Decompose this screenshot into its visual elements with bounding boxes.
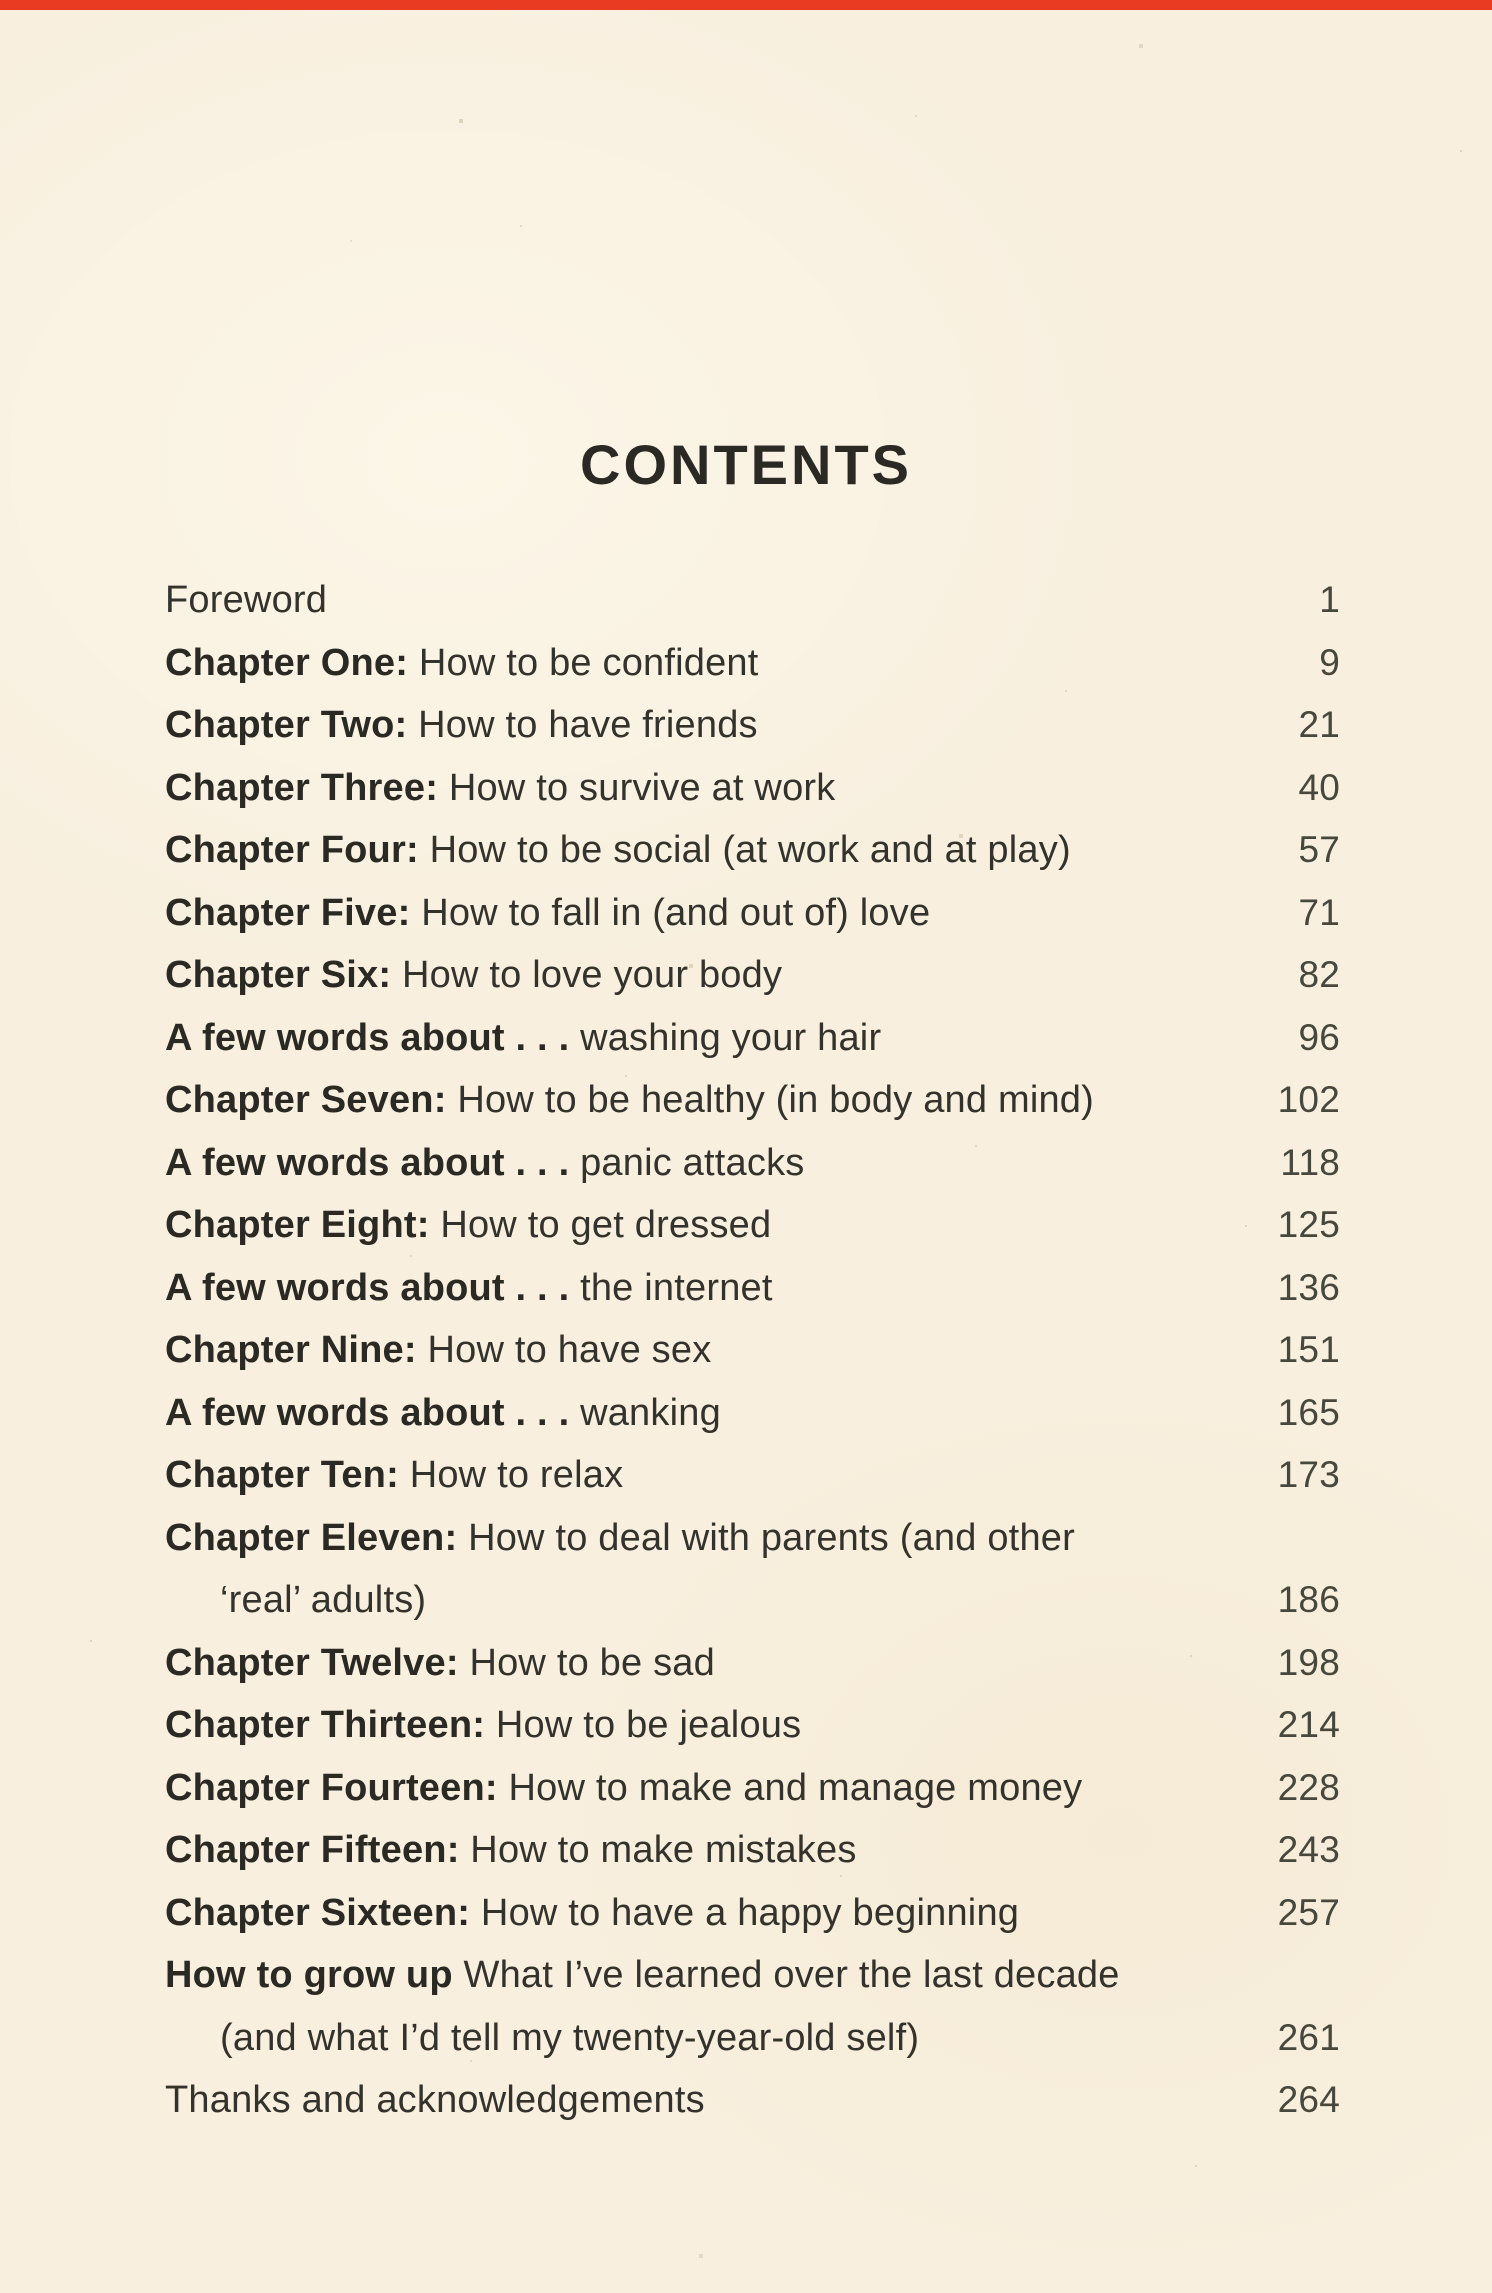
toc-row xyxy=(165,1576,1340,1639)
toc-page-number: 21 xyxy=(1298,704,1340,745)
toc-page-number: 102 xyxy=(1277,1079,1340,1120)
toc-entry-regular-text: How to relax xyxy=(398,1454,624,1496)
toc-page-number: 136 xyxy=(1277,1266,1340,1308)
toc-row xyxy=(165,2076,1340,2139)
toc-row xyxy=(165,1389,1340,1452)
toc-entry-regular-text: How to fall in (and out of) love xyxy=(410,891,931,934)
toc-row xyxy=(165,1201,1340,1264)
toc-page-number: 243 xyxy=(1277,1829,1340,1870)
toc-row xyxy=(165,1076,1340,1139)
toc-entry-bold-text: Chapter Thirteen: xyxy=(165,1704,486,1746)
toc-row xyxy=(165,951,1340,1014)
toc-entry-label xyxy=(165,1889,1240,1937)
toc-entry-label xyxy=(165,1076,1240,1124)
toc-entry-regular-text: How to deal with parents (and other xyxy=(457,1516,1075,1559)
toc-entry-regular-text: panic attacks xyxy=(569,1141,805,1184)
toc-row xyxy=(165,1889,1340,1952)
toc-row xyxy=(165,764,1340,827)
toc-page-number: 57 xyxy=(1298,829,1340,870)
toc-page-number: 198 xyxy=(1277,1641,1340,1683)
toc-entry-bold-text: How to grow up xyxy=(165,1954,453,1996)
toc-row xyxy=(165,1639,1340,1702)
toc-entry-label xyxy=(165,1201,1240,1249)
toc-row xyxy=(165,1451,1340,1514)
toc-entry-regular-text: What I’ve learned over the last decade xyxy=(452,1954,1120,1996)
toc-page-number: 165 xyxy=(1277,1391,1340,1433)
toc-entry-label xyxy=(165,1389,1240,1437)
toc-entry-regular-text: How to have friends xyxy=(407,704,758,746)
toc-entry-regular-text: How to get dressed xyxy=(429,1204,772,1246)
toc-entry-bold-text: Chapter Three: xyxy=(165,766,439,809)
toc-entry-regular-text: How to love your body xyxy=(391,954,783,996)
toc-entry-regular-text: How to be sad xyxy=(458,1641,715,1684)
toc-row xyxy=(165,1014,1340,1077)
toc-entry-bold-text: Chapter One: xyxy=(165,641,409,684)
toc-row xyxy=(165,1764,1340,1827)
toc-entry-regular-text: How to survive at work xyxy=(438,766,836,809)
toc-row xyxy=(165,1264,1340,1327)
toc-entry-bold-text: Chapter Four: xyxy=(165,829,419,871)
toc-page-number: 71 xyxy=(1298,891,1340,933)
toc-entry-bold-text: A few words about . . . xyxy=(165,1141,570,1184)
toc-entry-regular-text: How to be healthy (in body and mind) xyxy=(446,1079,1094,1121)
toc-page-number: 186 xyxy=(1277,1579,1340,1620)
toc-entry-label xyxy=(165,1639,1240,1687)
toc-row xyxy=(165,701,1340,764)
toc-entry-bold-text: A few words about . . . xyxy=(165,1391,570,1434)
toc-entry-regular-text: ‘real’ adults) xyxy=(220,1579,427,1621)
toc-entry-bold-text: Chapter Ten: xyxy=(165,1454,399,1496)
toc-entry-label xyxy=(165,1014,1240,1062)
toc-page-number: 264 xyxy=(1277,2079,1340,2120)
toc-entry-label xyxy=(165,1701,1240,1749)
toc-entry-regular-text: How to be jealous xyxy=(485,1704,802,1746)
toc-entry-label xyxy=(165,1764,1240,1812)
toc-entry-regular-text: How to be social (at work and at play) xyxy=(418,829,1071,871)
toc-entry-label xyxy=(165,1514,1240,1562)
toc-row xyxy=(165,1701,1340,1764)
toc-page-number: 1 xyxy=(1319,579,1340,620)
toc-entry-bold-text: Chapter Twelve: xyxy=(165,1641,459,1684)
toc-entry-regular-text: How to have sex xyxy=(416,1329,712,1371)
toc-page-number: 118 xyxy=(1280,1141,1340,1183)
toc-row xyxy=(165,576,1340,639)
toc-page-number: 82 xyxy=(1298,954,1340,995)
toc-entry-regular-text: the internet xyxy=(569,1266,773,1309)
toc-entry-label xyxy=(165,576,1240,624)
toc-entry-label xyxy=(165,701,1240,749)
toc-page-number: 214 xyxy=(1277,1704,1340,1745)
toc-entry-regular-text: How to be confident xyxy=(408,641,759,684)
toc-entry-label xyxy=(165,1451,1240,1499)
table-of-contents xyxy=(165,576,1340,2139)
toc-entry-label xyxy=(165,951,1240,999)
toc-entry-bold-text: Chapter Fourteen: xyxy=(165,1766,498,1809)
toc-entry-regular-text: (and what I’d tell my twenty-year-old self) xyxy=(220,2016,920,2059)
toc-page-number: 257 xyxy=(1277,1891,1340,1933)
toc-entry-regular-text: How to make mistakes xyxy=(459,1829,857,1871)
toc-entry-regular-text: Thanks and acknowledgements xyxy=(165,2079,705,2121)
toc-row xyxy=(165,826,1340,889)
toc-entry-label xyxy=(165,1139,1240,1187)
toc-entry-bold-text: Chapter Eleven: xyxy=(165,1516,458,1559)
toc-entry-regular-text: washing your hair xyxy=(569,1016,882,1059)
toc-entry-bold-text: A few words about . . . xyxy=(165,1016,570,1059)
toc-row xyxy=(165,639,1340,702)
toc-row xyxy=(165,1951,1340,2014)
cover-edge-stripe xyxy=(0,0,1492,10)
toc-row xyxy=(165,1326,1340,1389)
toc-page-number: 125 xyxy=(1277,1204,1340,1245)
toc-entry-label xyxy=(165,2076,1240,2124)
toc-entry-label xyxy=(165,2014,1240,2062)
toc-entry-bold-text: Chapter Sixteen: xyxy=(165,1891,471,1934)
toc-entry-bold-text: Chapter Two: xyxy=(165,704,408,746)
toc-entry-bold-text: Chapter Six: xyxy=(165,954,392,996)
toc-page-number: 173 xyxy=(1277,1454,1340,1495)
toc-entry-label xyxy=(165,639,1240,687)
toc-row xyxy=(165,2014,1340,2077)
toc-entry-label xyxy=(165,889,1240,937)
toc-entry-label xyxy=(165,1826,1240,1874)
toc-entry-label xyxy=(165,826,1240,874)
toc-entry-label xyxy=(165,764,1240,812)
toc-page-number: 96 xyxy=(1298,1016,1340,1058)
toc-row xyxy=(165,889,1340,952)
toc-row xyxy=(165,1139,1340,1202)
toc-entry-label xyxy=(165,1264,1240,1312)
toc-entry-label xyxy=(165,1576,1240,1624)
toc-page-number: 151 xyxy=(1277,1329,1340,1370)
toc-entry-label xyxy=(165,1326,1240,1374)
toc-page-number: 261 xyxy=(1277,2016,1340,2058)
toc-row xyxy=(165,1514,1340,1577)
toc-entry-regular-text: How to make and manage money xyxy=(497,1766,1083,1809)
toc-entry-bold-text: Chapter Five: xyxy=(165,891,411,934)
toc-entry-bold-text: Chapter Eight: xyxy=(165,1204,430,1246)
toc-entry-label xyxy=(165,1951,1240,1999)
toc-entry-bold-text: Chapter Fifteen: xyxy=(165,1829,460,1871)
toc-page-number: 228 xyxy=(1277,1766,1340,1808)
toc-page-number: 40 xyxy=(1298,766,1340,808)
toc-entry-regular-text: Foreword xyxy=(165,579,328,621)
page-title: CONTENTS xyxy=(580,433,912,496)
toc-entry-bold-text: A few words about . . . xyxy=(165,1266,570,1309)
toc-entry-bold-text: Chapter Seven: xyxy=(165,1079,447,1121)
toc-entry-regular-text: wanking xyxy=(569,1391,721,1434)
toc-entry-bold-text: Chapter Nine: xyxy=(165,1329,417,1371)
toc-entry-regular-text: How to have a happy beginning xyxy=(470,1891,1020,1934)
toc-page-number: 9 xyxy=(1319,641,1340,683)
toc-row xyxy=(165,1826,1340,1889)
